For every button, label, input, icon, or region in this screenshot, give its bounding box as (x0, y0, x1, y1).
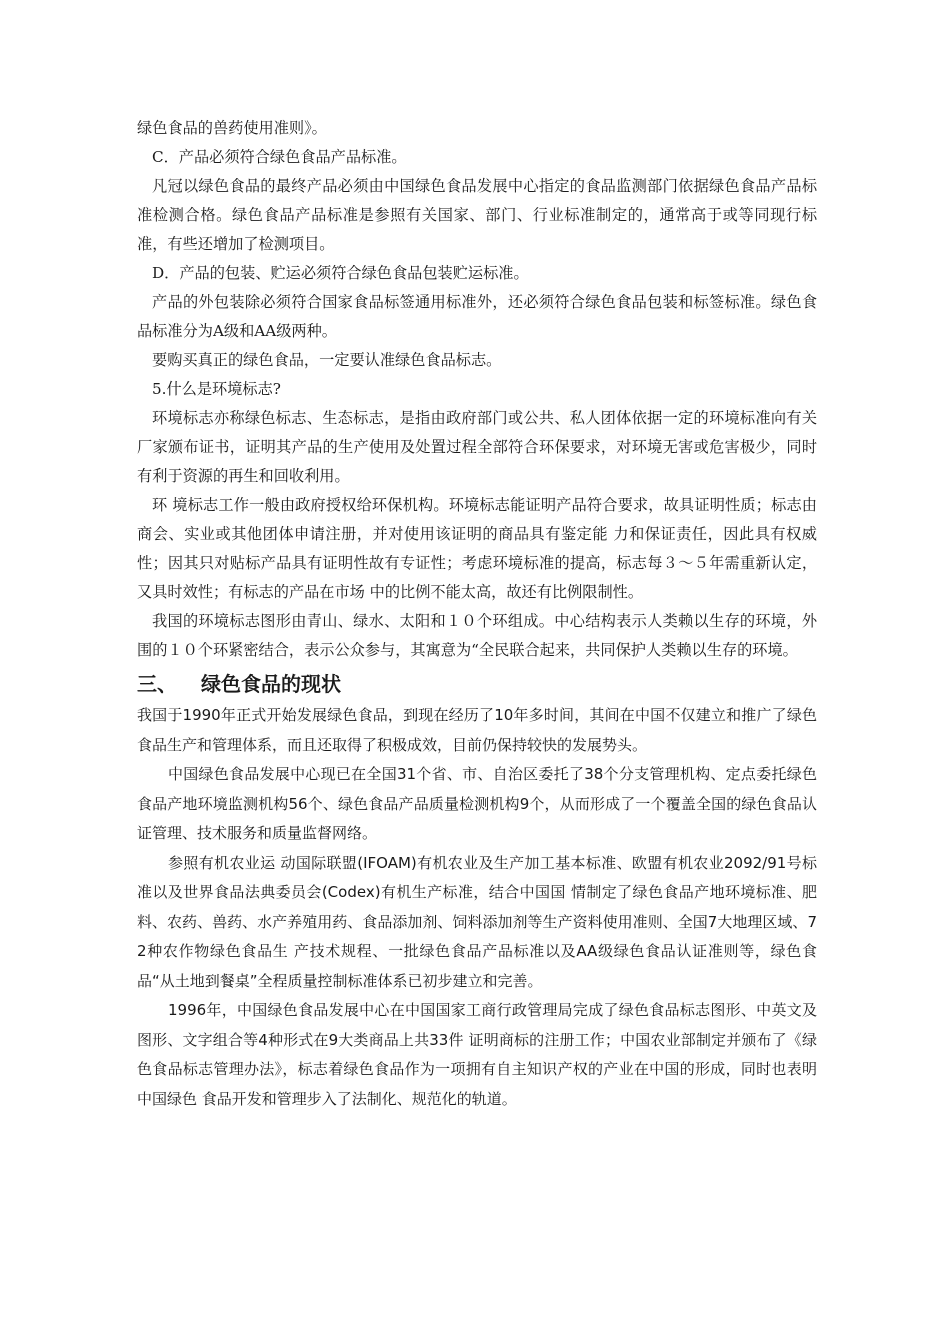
paragraph-center-network: 中国绿色食品发展中心现已在全国31个省、市、自治区委托了38个分支管理机构、定点委托绿色食品产地环境监测机构56个、绿色食品产品质量检测机构9个，从而形成了一个覆盖全国的绿色食品认证管理、技术服务和质量监督网络。 (137, 765, 817, 842)
paragraph-eco-label-work: 环 境标志工作一般由政府授权给环保机构。环境标志能证明产品符合要求，故具证明性质；标志由商会、实业或其他团体申请注册，并对使用该证明的商品具有鉴定能 力和保证责任，因此具有权威性；因其只对贴标产品具有证明性故有专证性；考虑环境标准的提高，标志每３～５年需重新认定，又具时效性；有标志的产品在市场 中的比例不能太高，故还有比例限制性。 (137, 496, 817, 601)
paragraph-development-start: 我国于1990年正式开始发展绿色食品，到现在经历了10年多时间，其间在中国不仅建立和推广了绿色食品生产和管理体系，而且还取得了积极成效，目前仍保持较快的发展势头。 (137, 706, 817, 754)
paragraph-standard-c: C．产品必须符合绿色食品产品标准。 (152, 148, 407, 166)
paragraph-standard-d: D．产品的包装、贮运必须符合绿色食品包装贮运标准。 (152, 264, 529, 282)
section-title: 绿色食品的现状 (201, 672, 341, 696)
paragraph-continuation: 绿色食品的兽药使用准则》。 (137, 119, 327, 137)
section-number: 三、 (137, 672, 177, 696)
paragraph-trademark-registration: 1996年，中国绿色食品发展中心在中国国家工商行政管理局完成了绿色食品标志图形、中英文及图形、文字组合等4种形式在9大类商品上共33件 证明商标的注册工作；中国农业部制定并颁布了《绿色食品标志管理办法》，标志着绿色食品作为一项拥有自主知识产权的产业在中国的形成，同时也表明中国绿色 食品开发和管理步入了法制化、规范化的轨道。 (137, 1001, 817, 1108)
document-page (137, 114, 817, 1114)
paragraph-buy-advice: 要购买真正的绿色食品，一定要认准绿色食品标志。 (152, 351, 502, 369)
paragraph-standards-system: 参照有机农业运 动国际联盟(IFOAM)有机农业及生产加工基本标准、欧盟有机农业2092/91号标准以及世界食品法典委员会(Codex)有机生产标准，结合中国国 情制定了绿色食品产地环境标准、肥料、农药、兽药、水产养殖用药、食品添加剂、饲料添加剂等生产资料使用准则、全国7大地理区域、72种农作物绿色食品生 产技术规程、一批绿色食品产品标准以及AA级绿色食品认证准则等，绿色食品“从土地到餐桌”全程质量控制标准体系已初步建立和完善。 (137, 853, 817, 990)
paragraph-product-testing: 凡冠以绿色食品的最终产品必须由中国绿色食品发展中心指定的食品监测部门依据绿色食品产品标准检测合格。绿色食品产品标准是参照有关国家、部门、行业标准制定的，通常高于或等同现行标准，有些还增加了检测项目。 (137, 177, 817, 253)
section-heading (137, 667, 817, 701)
paragraph-eco-label-graphic: 我国的环境标志图形由青山、绿水、太阳和１０个环组成。中心结构表示人类赖以生存的环境，外围的１０个环紧密结合，表示公众参与，其寓意为“全民联合起来，共同保护人类赖以生存的环境。 (137, 612, 817, 659)
question-heading: 5.什么是环境标志? (152, 380, 281, 398)
paragraph-eco-label-definition: 环境标志亦称绿色标志、生态标志，是指由政府部门或公共、私人团体依据一定的环境标准向有关厂家颁布证书，证明其产品的生产使用及处置过程全部符合环保要求，对环境无害或危害极少，同时有利于资源的再生和回收利用。 (137, 409, 817, 485)
paragraph-packaging: 产品的外包装除必须符合国家食品标签通用标准外，还必须符合绿色食品包装和标签标准。绿色食品标准分为A级和AA级两种。 (137, 293, 817, 340)
